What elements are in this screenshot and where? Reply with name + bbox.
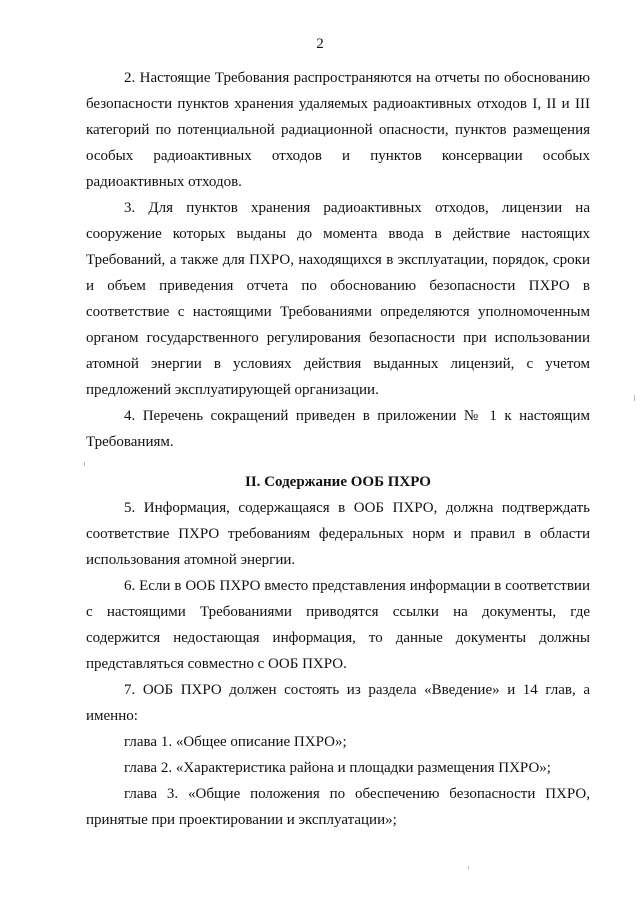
paragraph-2: 2. Настоящие Требования распространяются на отчеты по обоснованию безопасности пунктов хранения удаляемых радиоактивных отходов I, II и III категорий по потенциальной радиационной опасности, пунктов размещения особых радиоактивных отходов и пунктов консервации особых радиоактивных отходов. (86, 70, 590, 190)
chapter-list-item: глава 1. «Общее описание ПХРО»; (124, 734, 347, 750)
scan-speck (468, 866, 469, 869)
paragraph-3: 3. Для пунктов хранения радиоактивных отходов, лицензии на сооружение которых выданы до момента ввода в действие настоящих Требований, а также для ПХРО, находящихся в эксплуатации, порядок, сроки и объем приведения отчета по обоснованию безопасности ПХРО в соответствие с настоящими Требованиями определяются уполномоченным органом государственного регулирования безопасности при использовании атомной энергии в условиях действия выданных лицензий, с учетом предложений эксплуатирующей организации. (86, 200, 590, 398)
paragraph-7: 7. ООБ ПХРО должен состоять из раздела «Введение» и 14 глав, а именно: (86, 682, 590, 724)
scan-speck (634, 395, 635, 401)
section-heading: II. Содержание ООБ ПХРО (245, 474, 431, 490)
chapter-list-item: глава 2. «Характеристика района и площадки размещения ПХРО»; (124, 760, 551, 776)
document-body (86, 65, 590, 833)
paragraph-5: 5. Информация, содержащаяся в ООБ ПХРО, должна подтверждать соответствие ПХРО требованиям федеральных норм и правил в области использования атомной энергии. (86, 500, 590, 568)
scan-speck (84, 462, 85, 466)
paragraph-6: 6. Если в ООБ ПХРО вместо представления информации в соответствии с настоящими Требованиями приводятся ссылки на документы, где содержится недостающая информация, то данные документы должны представляться совместно с ООБ ПХРО. (86, 578, 590, 672)
chapter-list-item: глава 3. «Общие положения по обеспечению безопасности ПХРО, принятые при проектировании и эксплуатации»; (86, 786, 590, 828)
paragraph-4: 4. Перечень сокращений приведен в приложении № 1 к настоящим Требованиям. (86, 408, 590, 450)
page-number: 2 (316, 36, 324, 52)
